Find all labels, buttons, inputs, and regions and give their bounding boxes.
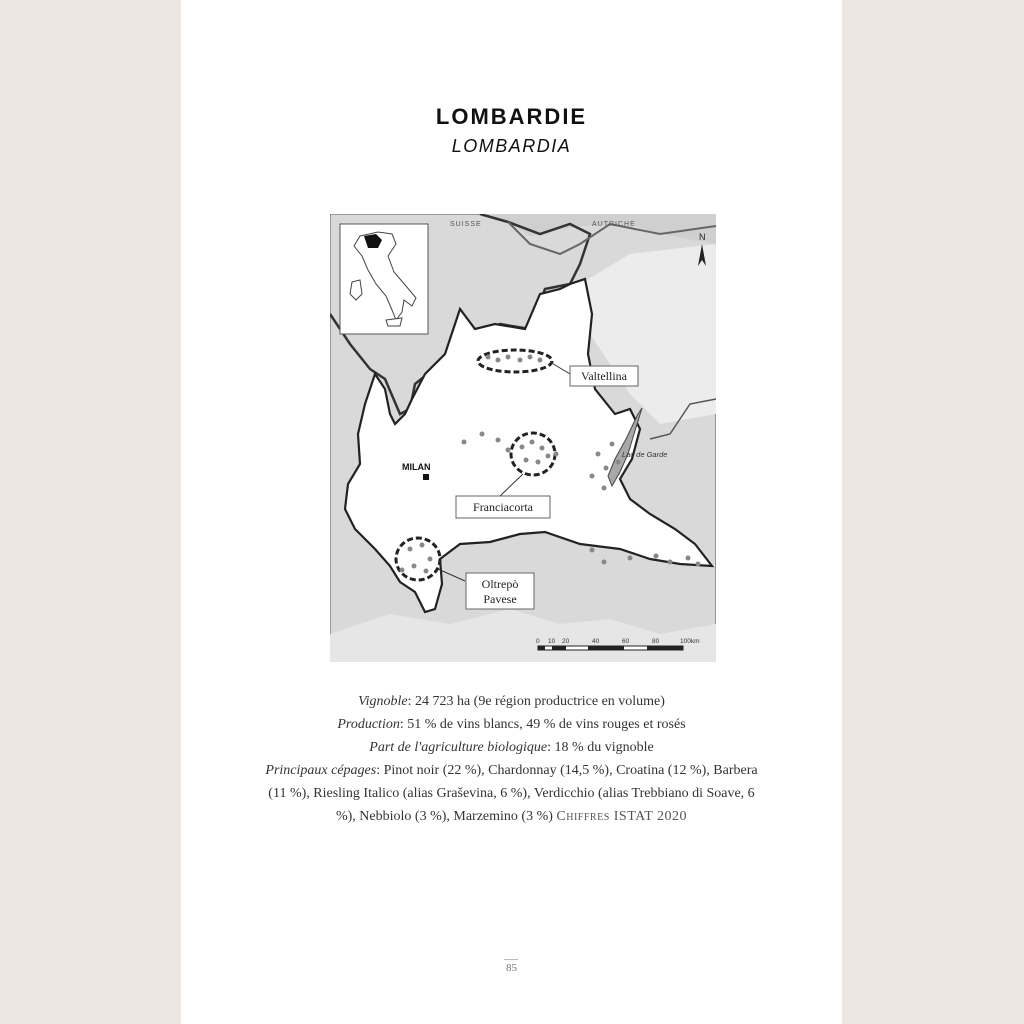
oltrepo-label-line2: Pavese	[483, 592, 517, 606]
book-page	[181, 0, 842, 1024]
fact-cepages	[261, 759, 762, 828]
page-number: 85	[506, 962, 517, 974]
fact-vignoble-value: : 24 723 ha (9e région productrice en volume)	[407, 694, 665, 709]
fact-bio-label: Part de l'agriculture biologique	[369, 740, 548, 755]
city-label-milan: MILAN	[402, 462, 431, 472]
fact-production-label: Production	[337, 717, 400, 732]
oltrepo-label-line1: Oltrepò	[481, 577, 519, 591]
wine-facts	[261, 690, 762, 828]
scale-tick-40: 40	[592, 638, 600, 645]
page-title: LOMBARDIE	[435, 104, 588, 129]
scale-tick-10: 10	[548, 638, 556, 645]
fact-vignoble-label: Vignoble	[358, 694, 408, 709]
scale-tick-60: 60	[622, 638, 630, 645]
folio-rule	[504, 959, 518, 960]
fact-vignoble	[261, 690, 762, 713]
scale-tick-100: 100km	[680, 638, 700, 645]
fact-cepages-value: : Pinot noir (22 %), Chardonnay (14,5 %), Croatina (12 %), Barbera (11 %), Riesling Italico (alias Graševina, 6 %), Verdicchio (alias Trebbiano di Soave, 6 %), Nebbiolo (3 %), Marzemino (3 %)	[268, 763, 758, 824]
valtellina-label: Valtellina	[581, 369, 627, 383]
lombardy-wine-map	[330, 214, 716, 662]
fact-bio	[261, 736, 762, 759]
scale-tick-80: 80	[652, 638, 660, 645]
inset-sicily	[386, 318, 402, 326]
fact-production	[261, 713, 762, 736]
fact-cepages-label: Principaux cépages	[265, 763, 377, 778]
lake-label: Lac de Garde	[622, 450, 668, 459]
scale-tick-0: 0	[536, 638, 540, 645]
fact-production-value: : 51 % de vins blancs, 49 % de vins rouges et rosés	[399, 717, 686, 732]
page-subtitle: LOMBARDIA	[451, 136, 572, 156]
fact-bio-value: : 18 % du vignoble	[547, 740, 654, 755]
city-marker-milan	[423, 474, 429, 480]
north-label: N	[699, 232, 706, 242]
country-label-switzerland: SUISSE	[450, 221, 482, 228]
scale-tick-20: 20	[562, 638, 570, 645]
franciacorta-label: Franciacorta	[473, 500, 533, 514]
map-svg	[330, 214, 716, 662]
fact-source: Chiffres ISTAT 2020	[556, 809, 688, 824]
country-label-austria: AUTRICHE	[592, 221, 636, 228]
